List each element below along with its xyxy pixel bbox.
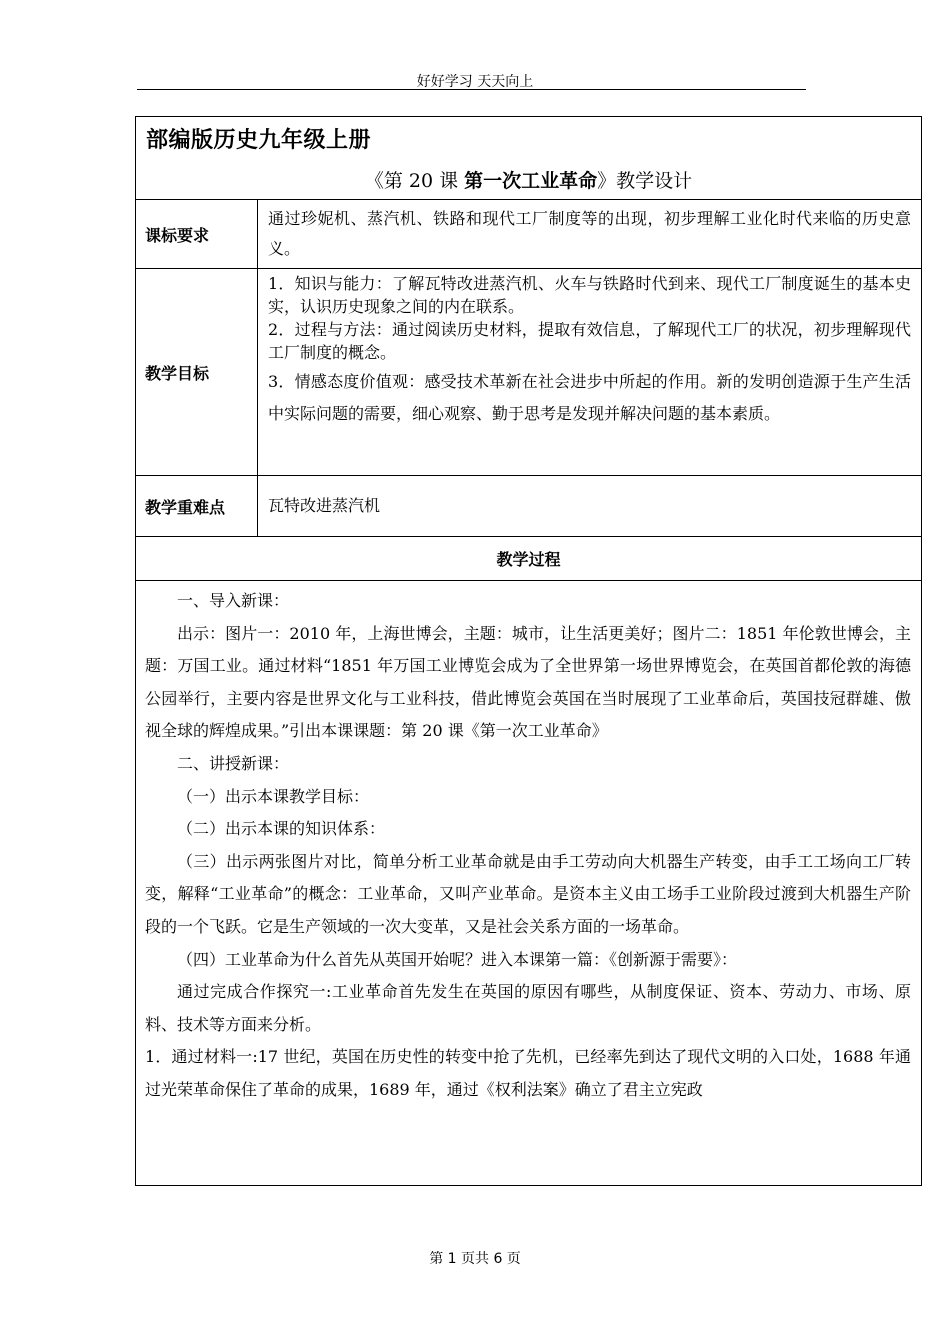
subtitle-lesson-name: 第一次工业革命 bbox=[464, 170, 598, 192]
goal-item: 1．知识与能力：了解瓦特改进蒸汽机、火车与铁路时代到来、现代工厂制度诞生的基本史实，认识历史现象之间的内在联系。 bbox=[268, 274, 912, 316]
page-footer: 第 1 页共 6 页 bbox=[429, 1251, 521, 1267]
key-points-label: 教学重难点 bbox=[136, 476, 258, 537]
process-paragraph: （三）出示两张图片对比，简单分析工业革命就是由手工劳动向大机器生产转变，由手工工场向工厂转变，解释“工业革命”的概念：工业革命，又叫产业革命。是资本主义由工场手工业阶段过渡到大机器生产阶段的一个飞跃。它是生产领域的一次大变革，又是社会关系方面的一场革命。 bbox=[145, 851, 912, 936]
process-paragraph: 一、导入新课： bbox=[177, 591, 290, 610]
page-header: 好好学习 天天向上 bbox=[416, 74, 534, 90]
goal-item: 3．情感态度价值观：感受技术革新在社会进步中所起的作用。新的发明创造源于生产生活中实际问题的需要，细心观察、勤于思考是发现并解决问题的基本素质。 bbox=[268, 372, 912, 423]
header-rule bbox=[137, 89, 806, 90]
process-paragraph: 出示：图片一：2010 年，上海世博会，主题：城市，让生活更美好；图片二：1851 年伦敦世博会，主题：万国工业。通过材料“1851 年万国工业博览会成为了全世界第一场世界博览会，在英国首都伦敦的海德公园举行，主要内容是世界文化与工业科技，借此博览会英国在当时展现了工业革命后，英国技冠群雄、傲视全球的辉煌成果。”引出本课课题：第 20 课《第一次工业革命》 bbox=[145, 623, 912, 741]
standard-label: 课标要求 bbox=[136, 200, 258, 269]
title-cell bbox=[136, 117, 922, 200]
standard-text: 通过珍妮机、蒸汽机、铁路和现代工厂制度等的出现，初步理解工业化时代来临的历史意义。 bbox=[268, 209, 912, 258]
subtitle-suffix: 》教学设计 bbox=[597, 170, 693, 192]
standard-content bbox=[258, 200, 922, 269]
process-paragraph: 1．通过材料一:17 世纪，英国在历史性的转变中抢了先机，已经率先到达了现代文明的入口处，1688 年通过光荣革命保住了革命的成果，1689 年，通过《权利法案》确立了君主立宪政 bbox=[145, 1047, 912, 1099]
lesson-plan-table bbox=[135, 116, 922, 1186]
goal-item: 2．过程与方法：通过阅读历史材料，提取有效信息，了解现代工厂的状况，初步理解现代工厂制度的概念。 bbox=[268, 320, 912, 362]
process-content bbox=[136, 581, 922, 1186]
process-paragraph: 二、讲授新课： bbox=[177, 753, 290, 773]
process-paragraph: （一）出示本课教学目标： bbox=[177, 786, 370, 806]
process-heading: 教学过程 bbox=[136, 537, 922, 581]
process-paragraph: （二）出示本课的知识体系： bbox=[177, 819, 386, 839]
process-paragraph: 通过完成合作探究一:工业革命首先发生在英国的原因有哪些，从制度保证、资本、劳动力、市场、原料、技术等方面来分析。 bbox=[145, 982, 912, 1034]
doc-subtitle bbox=[136, 154, 921, 193]
goals-content bbox=[258, 269, 922, 476]
doc-title: 部编版历史九年级上册 bbox=[146, 128, 372, 153]
process-paragraph: （四）工业革命为什么首先从英国开始呢？进入本课第一篇：《创新源于需要》： bbox=[177, 949, 738, 969]
key-points-text: 瓦特改进蒸汽机 bbox=[268, 496, 381, 515]
key-points-content bbox=[258, 476, 922, 537]
subtitle-prefix: 《第 20 课 bbox=[364, 170, 465, 192]
goals-label: 教学目标 bbox=[136, 269, 258, 476]
